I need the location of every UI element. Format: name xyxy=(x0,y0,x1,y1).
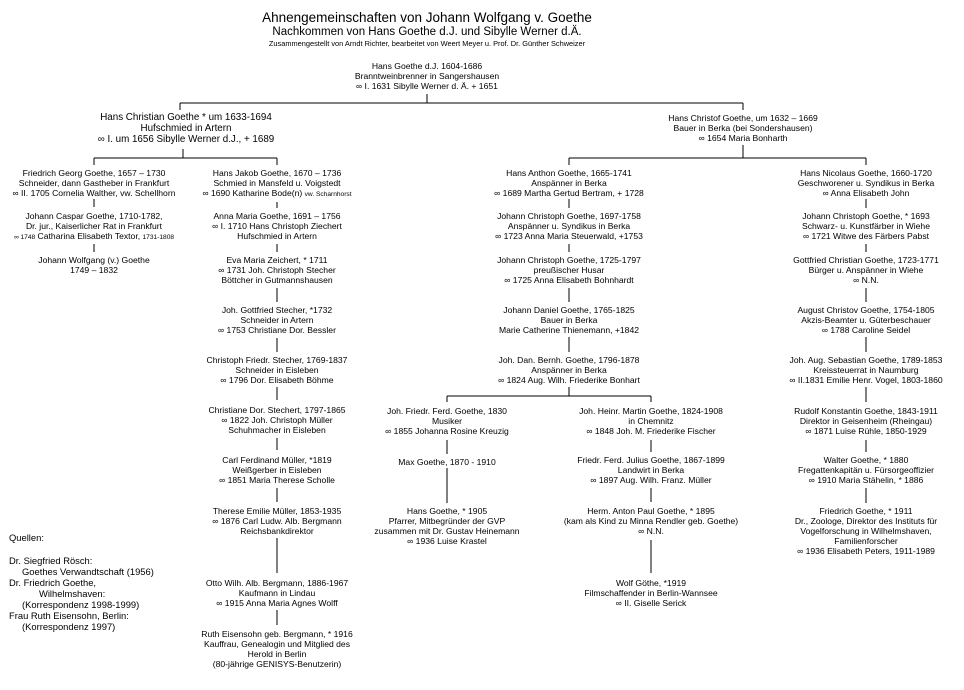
node-christiane-dor-stechert: Christiane Dor. Stechert, 1797-1865 ∞ 1822 Joh. Christoph Müller Schuhmacher in Eisleben xyxy=(208,405,346,435)
title-line3: Zusammengestellt von Arndt Richter, bearbeitet von Weert Meyer u. Prof. Dr. Günther Schweizer xyxy=(268,39,586,48)
node-friedr-ferd-julius-goethe: Friedr. Ferd. Julius Goethe, 1867-1899 Landwirt in Berka ∞ 1897 Aug. Wilh. Franz. Müller xyxy=(577,455,725,485)
node-walter-goethe: Walter Goethe, * 1880 Fregattenkapitän u. Fürsorgeoffizier ∞ 1910 Maria Stähelin, * 1886 xyxy=(798,455,934,485)
node-anna-maria-goethe: Anna Maria Goethe, 1691 – 1756 ∞ I. 1710 Hans Christoph Ziechert Hufschmied in Artern xyxy=(212,211,342,241)
sources-block: Quellen: Dr. Siegfried Rösch: Goethes Verwandtschaft (1956) Dr. Friedrich Goethe, Wilhelmshaven: (Korrespondenz 1998-1999) Frau Ruth Eisensohn, Berlin: (Korrespondenz 1997) xyxy=(9,532,154,632)
node-hans-nicolaus-goethe: Hans Nicolaus Goethe, 1660-1720 Geschworener u. Syndikus in Berka ∞ Anna Elisabeth John xyxy=(797,168,935,198)
node-carl-ferdinand-mueller: Carl Ferdinand Müller, *1819 Weißgerber in Eisleben ∞ 1851 Maria Therese Scholle xyxy=(219,455,335,485)
node-rudolf-konstantin-goethe: Rudolf Konstantin Goethe, 1843-1911 Direktor in Geisenheim (Rheingau) ∞ 1871 Luise Rühle, 1850-1929 xyxy=(794,406,938,436)
node-johann-christoph-goethe-1693: Johann Christoph Goethe, * 1693 Schwarz- u. Kunstfärber in Wiehe ∞ 1721 Witwe des Färbers Pabst xyxy=(801,211,931,241)
node-max-goethe: Max Goethe, 1870 - 1910 xyxy=(398,457,496,467)
node-johann-christoph-goethe-1725: Johann Christoph Goethe, 1725-1797 preußischer Husar ∞ 1725 Anna Elisabeth Bohnhardt xyxy=(497,255,641,285)
node-hans-goethe-1905: Hans Goethe, * 1905 Pfarrer, Mitbegründer der GVP zusammen mit Dr. Gustav Heinemann ∞ 1936 Luise Krastel xyxy=(374,506,520,546)
node-eva-maria-zeichert: Eva Maria Zeichert, * 1711 ∞ 1731 Joh. Christoph Stecher Böttcher in Gutmannshausen xyxy=(218,255,336,285)
title-line1: Ahnengemeinschaften von Johann Wolfgang v. Goethe xyxy=(262,10,592,25)
title-line2: Nachkommen von Hans Goethe d.J. und Sibylle Werner d.Ä. xyxy=(272,26,582,38)
sources-heading: Quellen: xyxy=(9,532,44,543)
node-hans-anthon-goethe: Hans Anthon Goethe, 1665-1741 Anspänner in Berka ∞ 1689 Martha Gertud Bertram, + 1728 xyxy=(494,168,644,198)
node-johann-daniel-goethe: Johann Daniel Goethe, 1765-1825 Bauer in Berka Marie Catherine Thienemann, +1842 xyxy=(498,305,640,335)
node-hans-christian-goethe: Hans Christian Goethe * um 1633-1694 Hufschmied in Artern ∞ I. um 1656 Sibylle Werner d.J., + 1689 xyxy=(97,112,275,145)
node-hans-jakob-goethe: Hans Jakob Goethe, 1670 – 1736 Schmied in Mansfeld u. Voigstedt ∞ 1690 Katharine Bode(n) vw. Scharnhorst xyxy=(202,168,352,198)
node-joh-dan-bernh-goethe: Joh. Dan. Bernh. Goethe, 1796-1878 Anspänner in Berka ∞ 1824 Aug. Wilh. Friederike Bonhart xyxy=(498,355,640,385)
node-joh-friedr-ferd-goethe: Joh. Friedr. Ferd. Goethe, 1830 Musiker ∞ 1855 Johanna Rosine Kreuzig xyxy=(385,406,509,436)
node-wolf-goethe: Wolf Göthe, *1919 Filmschaffender in Berlin-Wannsee ∞ II. Giselle Serick xyxy=(584,578,718,608)
node-friedrich-goethe-1911: Friedrich Goethe, * 1911 Dr., Zoologe, Direktor des Instituts für Vogelforschung in Wilhelmshaven, Familienforscher ∞ 1936 Elisabeth Peters, 1911-1989 xyxy=(794,506,938,556)
node-otto-bergmann: Otto Wilh. Alb. Bergmann, 1886-1967 Kaufmann in Lindau ∞ 1915 Anna Maria Agnes Wolff xyxy=(205,578,349,608)
node-ruth-eisensohn: Ruth Eisensohn geb. Bergmann, * 1916 Kauffrau, Genealogin und Mitglied des Herold in Berlin (80-jährige GENISYS-Benutzerin) xyxy=(201,629,353,669)
node-johann-wolfgang-goethe: Johann Wolfgang (v.) Goethe 1749 – 1832 xyxy=(38,255,150,275)
node-joh-heinr-martin-goethe: Joh. Heinr. Martin Goethe, 1824-1908 in Chemnitz ∞ 1848 Joh. M. Friederike Fischer xyxy=(579,406,723,436)
node-joh-aug-sebastian-goethe: Joh. Aug. Sebastian Goethe, 1789-1853 Kreissteuerrat in Naumburg ∞ II.1831 Emilie Henr. Vogel, 1803-1860 xyxy=(789,355,943,385)
node-friedrich-georg-goethe: Friedrich Georg Goethe, 1657 – 1730 Schneider, dann Gastheber in Frankfurt ∞ II. 1705 Cornelia Walther, vw. Schellhorn xyxy=(12,168,176,198)
node-hans-goethe-dj: Hans Goethe d.J. 1604-1686 Branntweinbrenner in Sangershausen ∞ I. 1631 Sibylle Werner d. Ä. + 1651 xyxy=(354,61,500,91)
node-joh-gottfried-stecher: Joh. Gottfried Stecher, *1732 Schneider in Artern ∞ 1753 Christiane Dor. Bessler xyxy=(218,305,336,335)
node-therese-emilie-mueller: Therese Emilie Müller, 1853-1935 ∞ 1876 Carl Ludw. Alb. Bergmann Reichsbankdirektor xyxy=(212,506,342,536)
node-johann-caspar-goethe: Johann Caspar Goethe, 1710-1782, Dr. jur., Kaiserlicher Rat in Frankfurt ∞ 1748 Catharina Elisabeth Textor, 1731-1808 xyxy=(13,211,175,241)
node-hans-christof-goethe: Hans Christof Goethe, um 1632 – 1669 Bauer in Berka (bei Sondershausen) ∞ 1654 Maria Bonharth xyxy=(668,113,818,143)
node-gottfried-christian-goethe: Gottfried Christian Goethe, 1723-1771 Bürger u. Anspänner in Wiehe ∞ N.N. xyxy=(793,255,939,285)
node-august-christov-goethe: August Christov Goethe, 1754-1805 Akzis-Beamter u. Güterbeschauer ∞ 1788 Caroline Seidel xyxy=(797,305,935,335)
node-herm-anton-paul-goethe: Herm. Anton Paul Goethe, * 1895 (kam als Kind zu Minna Rendler geb. Goethe) ∞ N.N. xyxy=(563,506,739,536)
node-johann-christoph-goethe-1697: Johann Christoph Goethe, 1697-1758 Anspänner u. Syndikus in Berka ∞ 1723 Anna Maria Steuerwald, +1753 xyxy=(495,211,643,241)
node-christoph-friedr-stecher: Christoph Friedr. Stecher, 1769-1837 Schneider in Eisleben ∞ 1796 Dor. Elisabeth Böhme xyxy=(206,355,348,385)
